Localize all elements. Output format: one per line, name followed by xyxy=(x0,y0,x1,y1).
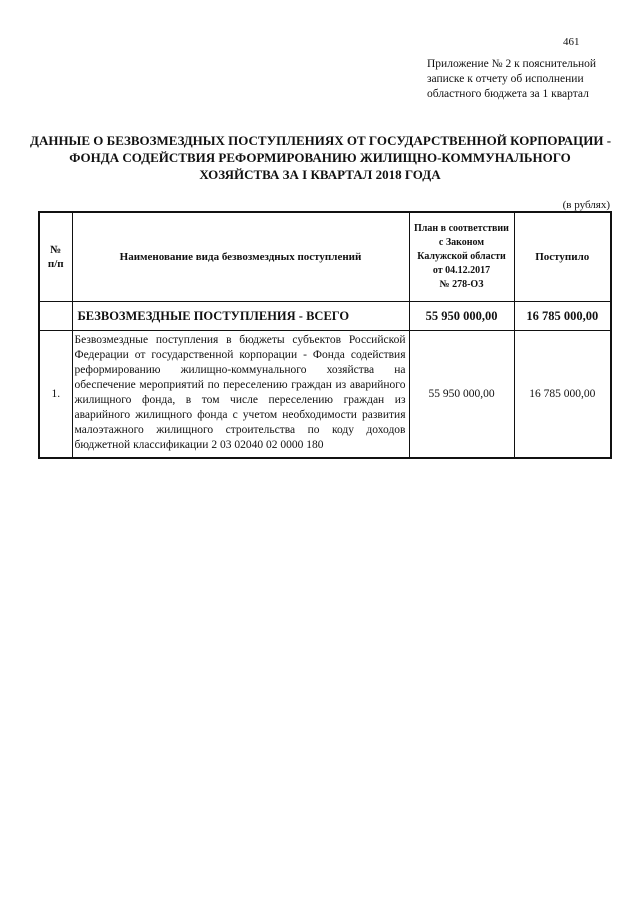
row-number: 1. xyxy=(39,331,72,459)
total-number-cell xyxy=(39,302,72,331)
total-plan: 55 950 000,00 xyxy=(409,302,514,331)
annex-note xyxy=(427,57,607,102)
total-row xyxy=(39,302,611,331)
header-plan-line: № 278-ОЗ xyxy=(439,279,484,290)
row-received: 16 785 000,00 xyxy=(514,331,611,459)
row-plan: 55 950 000,00 xyxy=(409,331,514,459)
header-number xyxy=(39,212,72,302)
header-number-line: п/п xyxy=(47,258,64,270)
title-line: ХОЗЯЙСТВА ЗА I КВАРТАЛ 2018 ГОДА xyxy=(199,167,441,182)
revenue-table xyxy=(38,211,612,459)
header-name: Наименование вида безвозмездных поступлений xyxy=(72,212,409,302)
annex-line: Приложение № 2 к пояснительной xyxy=(427,58,597,70)
header-plan xyxy=(409,212,514,302)
units-note: (в рублях) xyxy=(562,199,610,211)
header-plan-line: от 04.12.2017 xyxy=(432,265,491,276)
title-line: ДАННЫЕ О БЕЗВОЗМЕЗДНЫХ ПОСТУПЛЕНИЯХ ОТ ГОСУДАРСТВЕННОЙ КОРПОРАЦИИ - xyxy=(30,133,612,148)
total-name: БЕЗВОЗМЕЗДНЫЕ ПОСТУПЛЕНИЯ - ВСЕГО xyxy=(72,302,409,331)
table-row xyxy=(39,331,611,459)
header-plan-line: Калужской области xyxy=(417,251,506,262)
header-plan-line: План в соответствии xyxy=(414,223,509,234)
title-line: ФОНДА СОДЕЙСТВИЯ РЕФОРМИРОВАНИЮ ЖИЛИЩНО-КОММУНАЛЬНОГО xyxy=(69,150,571,165)
row-name: Безвозмездные поступления в бюджеты субъектов Российской Федерации от государственной корпорации - Фонда содействия реформированию жилищно-коммунального хозяйства на обеспечение мероприятий по переселению граждан из аварийного жилищного фонда, в том числе переселению граждан из аварийного жилищного фонда с учетом необходимости развития малоэтажного жилищного строительства по коду доходов бюджетной классификации 2 03 02040 02 0000 180 xyxy=(72,331,409,459)
header-plan-line: с Законом xyxy=(438,237,485,248)
annex-line: записке к отчету об исполнении xyxy=(427,73,584,85)
table-header-row xyxy=(39,212,611,302)
annex-line: областного бюджета за 1 квартал xyxy=(427,88,589,100)
header-number-line: № xyxy=(50,244,62,256)
page-number: 461 xyxy=(563,36,580,48)
document-title xyxy=(30,132,610,183)
header-received: Поступило xyxy=(514,212,611,302)
total-received: 16 785 000,00 xyxy=(514,302,611,331)
